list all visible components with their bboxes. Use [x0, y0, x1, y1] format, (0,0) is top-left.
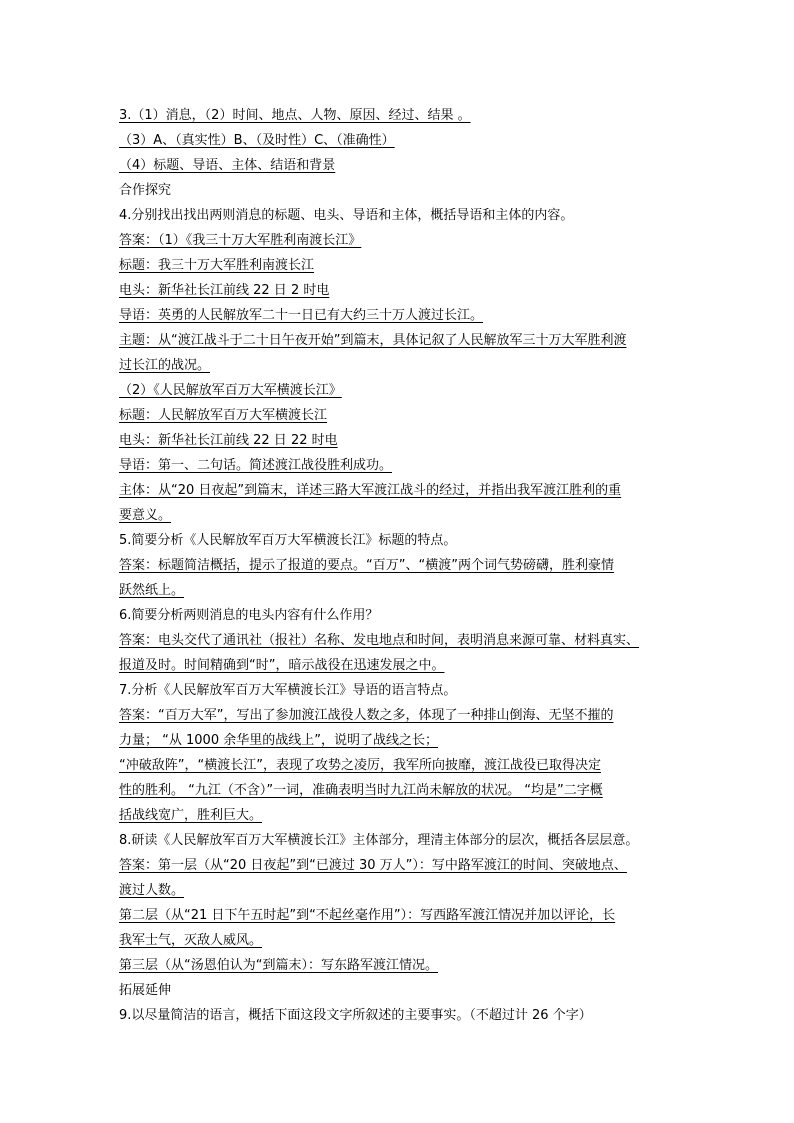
text-line: [119, 203, 679, 228]
line-text: 第二层（从“21 日下午五时起”到“不起丝毫作用”）：写西路军渡江情况并加以评论，长: [119, 908, 616, 923]
line-text: 跃然纸上。: [119, 583, 185, 598]
line-text: 报道及时。时间精确到“时”，暗示战役在迅速发展之中。: [119, 658, 445, 673]
text-line: [119, 753, 679, 778]
text-line: [119, 703, 679, 728]
text-line: [119, 353, 679, 378]
text-line: [119, 528, 679, 553]
text-line: [119, 403, 679, 428]
line-text: 主体：从“20 日夜起”到篇末，详述三路大军渡江战斗的经过，并指出我军渡江胜利的重: [119, 483, 622, 498]
text-line: [119, 153, 679, 178]
line-text: 过长江的战况。: [119, 358, 211, 373]
text-line: [119, 103, 679, 128]
text-line: [119, 1003, 679, 1028]
line-text: 电头：新华社长江前线 22 日 22 时电: [119, 433, 338, 448]
text-line: [119, 803, 679, 828]
text-line: [119, 328, 679, 353]
line-text: 标题：我三十万大军胜利南渡长江: [119, 258, 315, 273]
text-line: [119, 428, 679, 453]
text-line: [119, 978, 679, 1003]
text-line: [119, 728, 679, 753]
line-text: 5.简要分析《人民解放军百万大军横渡长江》标题的特点。: [119, 533, 457, 548]
document-body: [119, 103, 679, 1028]
text-line: [119, 953, 679, 978]
text-line: [119, 228, 679, 253]
line-text: 4.分别找出找出两则消息的标题、电头、导语和主体，概括导语和主体的内容。: [119, 208, 574, 223]
line-text: 渡过人数。: [119, 883, 185, 898]
text-line: [119, 553, 679, 578]
text-line: [119, 778, 679, 803]
text-line: [119, 303, 679, 328]
line-text: 我军士气，灭敌人威风。: [119, 933, 263, 948]
line-text: （2）《人民解放军百万大军横渡长江》: [119, 383, 342, 398]
text-line: [119, 928, 679, 953]
line-text: （3）A、（真实性）B、（及时性）C、（准确性）: [119, 133, 395, 148]
text-line: [119, 478, 679, 503]
text-line: [119, 603, 679, 628]
line-text: 括战线宽广，胜利巨大。: [119, 808, 263, 823]
line-text: 7.分析《人民解放军百万大军横渡长江》导语的语言特点。: [119, 683, 457, 698]
line-text: 答案：标题简洁概括，提示了报道的要点。“百万”、“横渡”两个词气势磅礴，胜利豪情: [119, 558, 614, 573]
line-text: 导语：英勇的人民解放军二十一日已有大约三十万人渡过长江。: [119, 308, 484, 323]
line-text: 要意义。: [119, 508, 172, 523]
line-text: 导语：第一、二句话。简述渡江战役胜利成功。: [119, 458, 393, 473]
text-line: [119, 128, 679, 153]
line-text: 拓展延伸: [119, 983, 172, 998]
line-text: 答案：“百万大军”，写出了参加渡江战役人数之多，体现了一种排山倒海、无坚不摧的: [119, 708, 614, 723]
line-text: 8.研读《人民解放军百万大军横渡长江》主体部分，理清主体部分的层次，概括各层层意。: [119, 833, 639, 848]
text-line: [119, 278, 679, 303]
line-text: 电头：新华社长江前线 22 日 2 时电: [119, 283, 330, 298]
text-line: [119, 903, 679, 928]
line-text: 合作探究: [119, 183, 172, 198]
line-text: 9.以尽量简洁的语言，概括下面这段文字所叙述的主要事实。（不超过计 26 个字）: [119, 1008, 592, 1023]
text-line: [119, 503, 679, 528]
text-line: [119, 628, 679, 653]
line-text: 性的胜利。 “九江（不含）”一词，准确表明当时九江尚未解放的状况。 “均是”二字概: [119, 783, 603, 798]
line-text: 第三层（从“汤恩伯认为“到篇末）：写东路军渡江情况。: [119, 958, 438, 973]
text-line: [119, 853, 679, 878]
text-line: [119, 828, 679, 853]
text-line: [119, 578, 679, 603]
text-line: [119, 253, 679, 278]
line-text: （4）标题、导语、主体、结语和背景: [119, 158, 336, 173]
text-line: [119, 678, 679, 703]
line-text: 答案：第一层（从“20 日夜起”到“已渡过 30 万人”）：写中路军渡江的时间、突破地点、: [119, 858, 627, 873]
text-line: [119, 178, 679, 203]
line-text: 标题：人民解放军百万大军横渡长江: [119, 408, 328, 423]
line-text: 答案：（1）《我三十万大军胜利南渡长江》: [119, 233, 362, 248]
line-text: 3.（1）消息，（2）时间、地点、人物、原因、经过、结果 。: [119, 108, 471, 123]
line-text: 6.简要分析两则消息的电头内容有什么作用？: [119, 608, 379, 623]
line-text: 主题：从“渡江战斗于二十日午夜开始”到篇末，具体记叙了人民解放军三十万大军胜利渡: [119, 333, 627, 348]
text-line: [119, 453, 679, 478]
line-text: “冲破敌阵”，“横渡长江”，表现了攻势之凌厉，我军所向披靡，渡江战役已取得决定: [119, 758, 601, 773]
line-text: 答案：电头交代了通讯社（报社）名称、发电地点和时间，表明消息来源可靠、材料真实、: [119, 633, 640, 648]
text-line: [119, 378, 679, 403]
text-line: [119, 653, 679, 678]
text-line: [119, 878, 679, 903]
line-text: 力量； “从 1000 余华里的战线上”，说明了战线之长；: [119, 733, 438, 748]
